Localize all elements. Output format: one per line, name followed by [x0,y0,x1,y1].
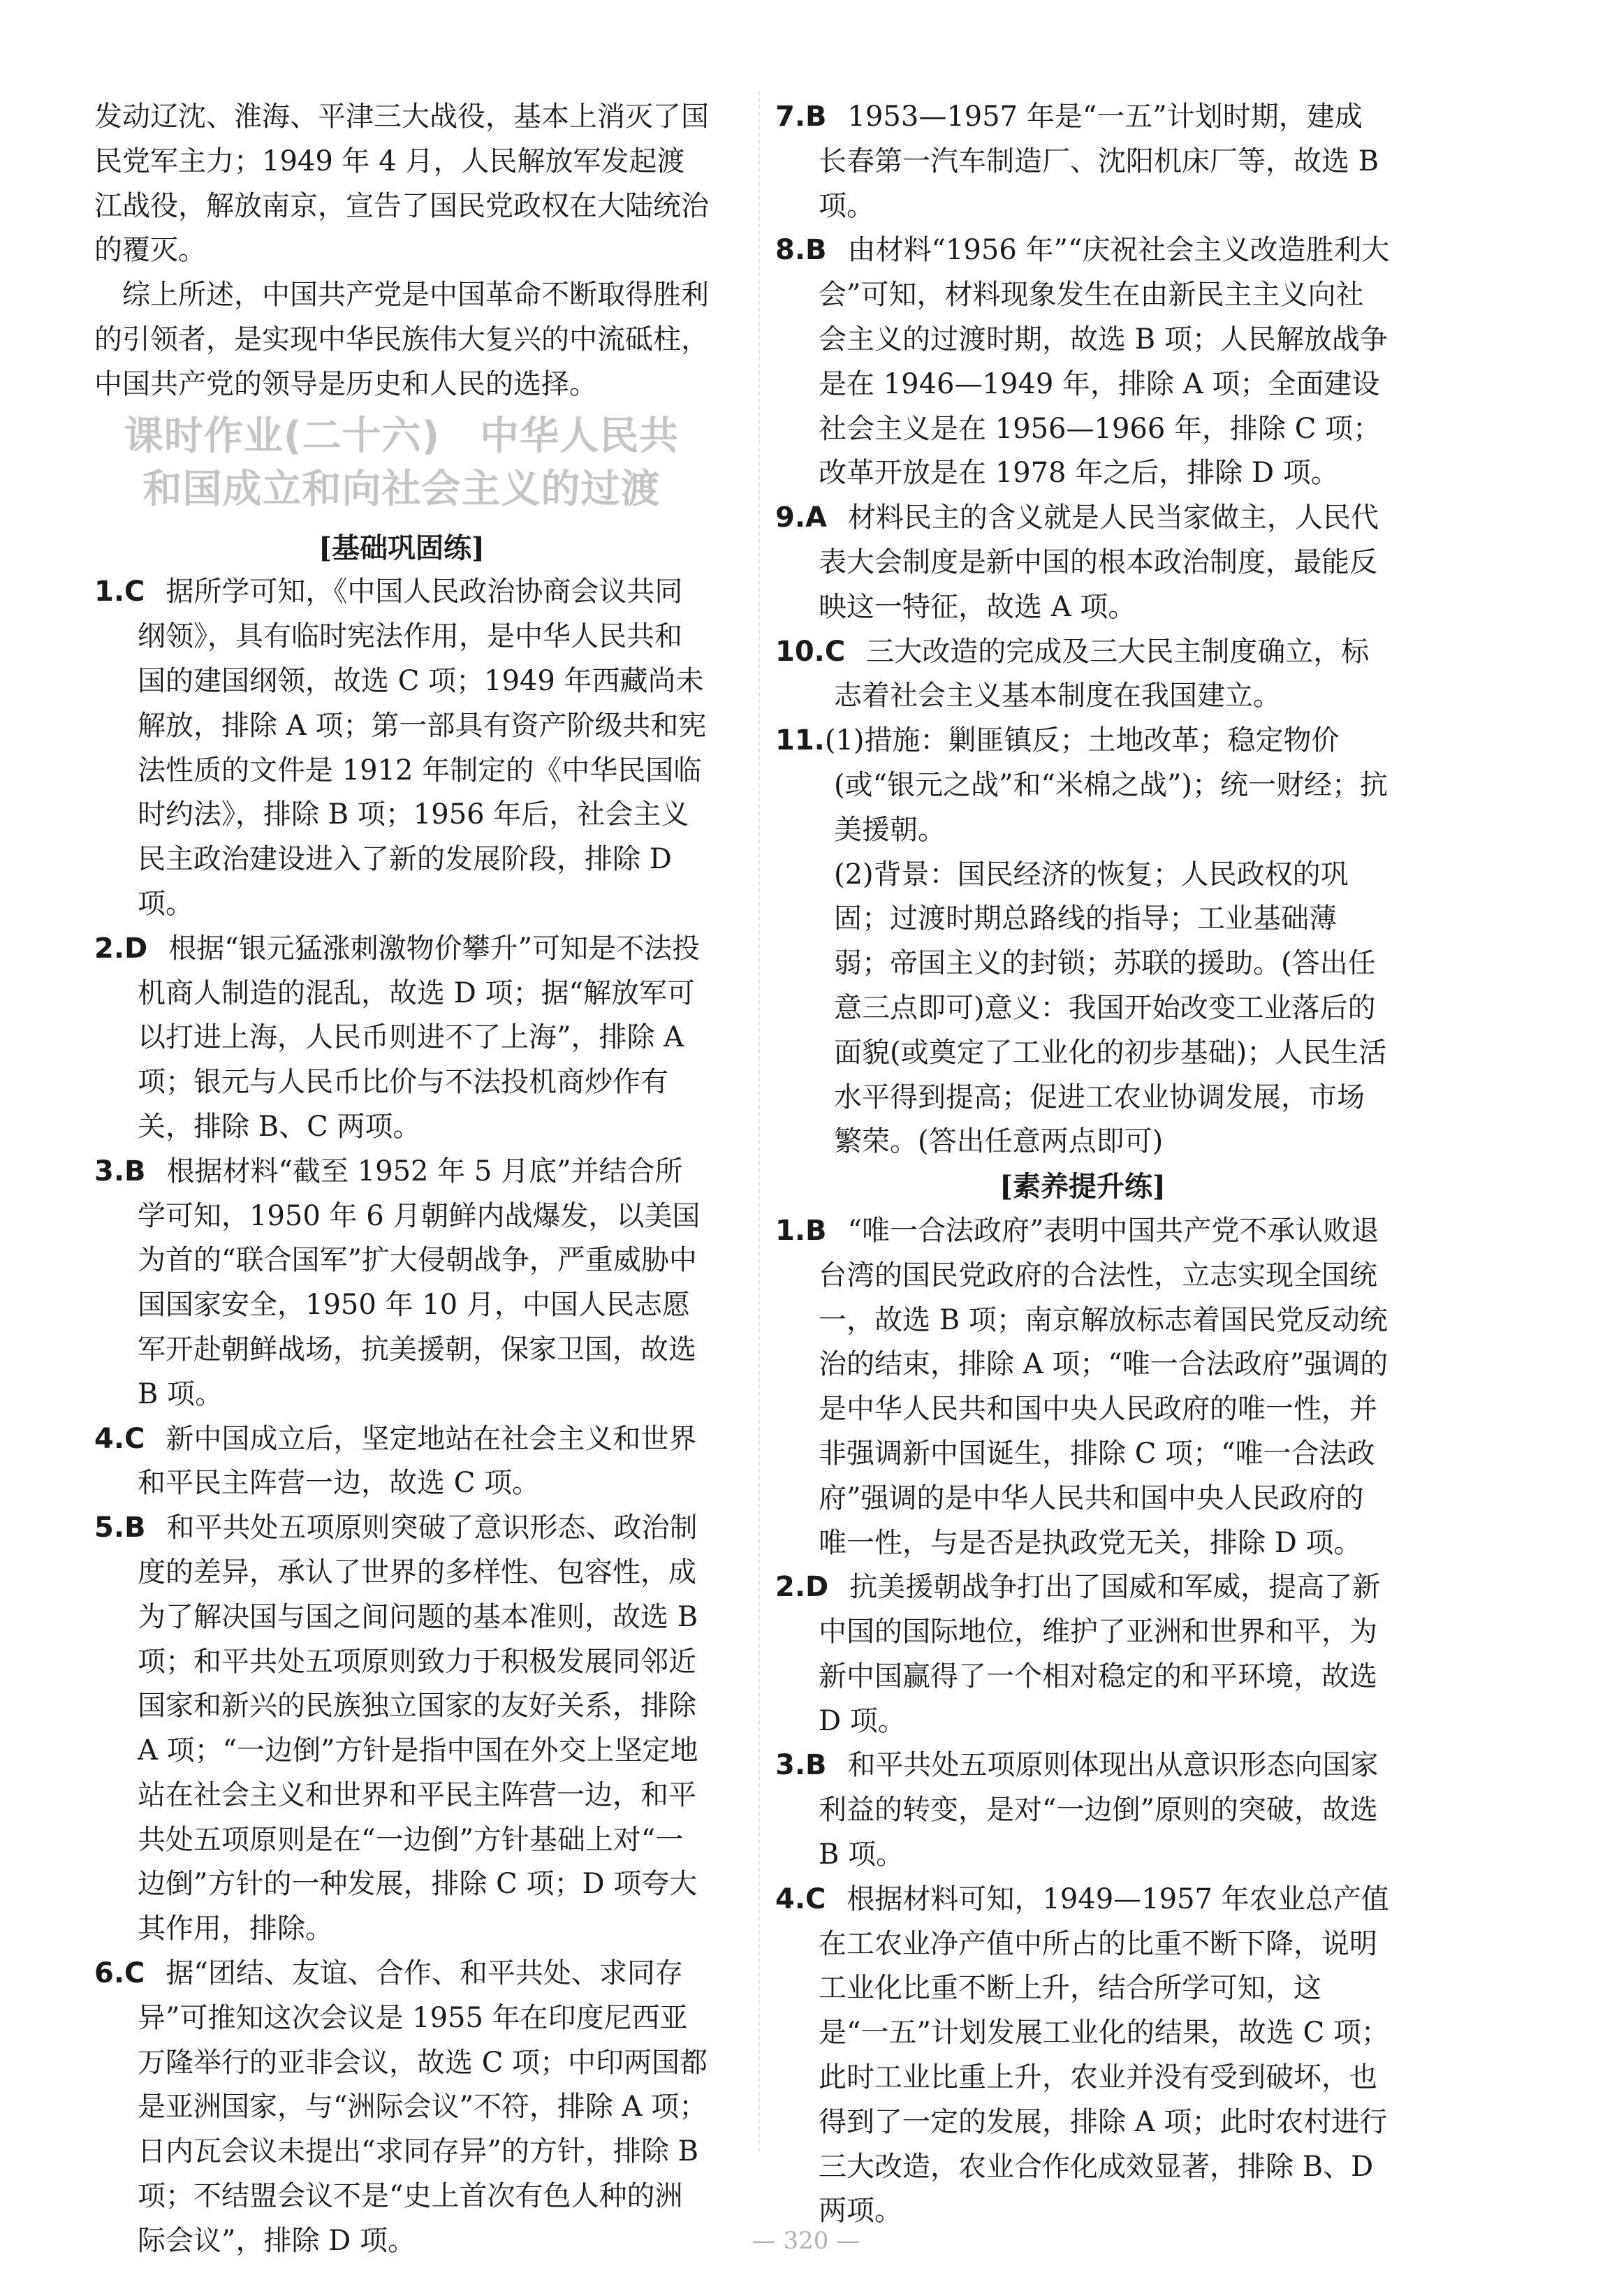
answer-item [94,1952,709,2264]
item-number: 1. [94,576,125,608]
item-number: 9. [775,502,806,534]
answer-item [775,95,1390,228]
answer-item [775,1209,1390,1565]
answer-item [775,1565,1390,1743]
item-number: 2. [775,1571,806,1604]
answer-item [94,570,709,926]
item-number: 4. [775,1882,806,1915]
right-column [775,95,1390,2234]
answer-letter: C [805,1882,826,1915]
answer-item [775,630,1390,719]
answer-letter: B [805,1749,827,1782]
explanation-text: 根据材料可知，1949—1957 年农业总产值在工农业净产值中所占的比重不断下降，说明工业化比重不断上升，结合所学可知，这是“一五”计划发展工业化的结果，故选 C 项；此时工业比重上升，农业并没有受到破坏，也得到了一定的发展，排除 A 项；此时农村进行三大改造，农业合作化成效显著，排除 B、D 两项。 [819,1882,1389,2228]
answer-letter: C [124,576,145,608]
item-number: 11. [775,724,825,757]
explanation-text: 抗美援朝战争打出了国威和军威，提高了新中国的国际地位，维护了亚洲和世界和平，为新中国赢得了一个相对稳定的和平环境，故选 D 项。 [819,1571,1381,1737]
answer-letter: A [805,502,827,534]
answer-letter: B [124,1155,146,1187]
answer-item [94,927,709,1150]
column-divider [759,91,760,2151]
item11-part2: (2)背景：国民经济的恢复；人民政权的巩固；过渡时期总路线的指导；工业基础薄弱；帝国主义的封锁；苏联的援助。(答出任意三点即可)意义：我国开始改变工业落后的面貌(或奠定了工业化的初步基础)；人民生活水平得到提高；促进工农业协调发展，市场繁荣。(答出任意两点即可) [834,858,1387,1158]
answer-letter: D [805,1571,829,1604]
explanation-text: 据所学可知，《中国人民政治协商会议共同纲领》，具有临时宪法作用，是中华人民共和国的建国纲领，故选 C 项；1949 年西藏尚未解放，排除 A 项；第一部具有资产阶级共和宪法性质的文件是 1912 年制定的《中华民国临时约法》，排除 B 项；1956 年后，社会主义民主政治建设进入了新的发展阶段，排除 D 项。 [138,576,707,920]
explanation-text: 由材料“1956 年”“庆祝社会主义改造胜利大会”可知，材料现象发生在由新民主主义向社会主义的过渡时期，故选 B 项；人民解放战争是在 1946—1949 年，排除 A 项；全面建设社会主义是在 1956—1966 年，排除 C 项；改革开放是在 1978 年之后，排除 D 项。 [819,234,1390,490]
answer-letter: C [124,1422,145,1455]
answer-letter: B [124,1512,146,1544]
explanation-text: 根据材料“截至 1952 年 5 月底”并结合所学可知，1950 年 6 月朝鲜内战爆发，以美国为首的“联合国军”扩大侵朝战争，严重威胁中国国家安全，1950 年 10 月，中国人民志愿军开赴朝鲜战场，抗美援朝，保家卫国，故选 B 项。 [138,1155,701,1410]
explanation-text: 1953—1957 年是“一五”计划时期，建成长春第一汽车制造厂、沈阳机床厂等，故选 B 项。 [819,101,1379,222]
item-number: 4. [94,1422,125,1455]
explanation-text: 新中国成立后，坚定地站在社会主义和世界和平民主阵营一边，故选 C 项。 [138,1422,697,1500]
answer-letter: B [805,1214,827,1247]
item-number: 8. [775,234,806,267]
explanation-text: “唯一合法政府”表明中国共产党不承认败退台湾的国民党政府的合法性，立志实现全国统一，故选 B 项；南京解放标志着国民党反动统治的结束，排除 A 项；“唯一合法政府”强调的是中华人民共和国中央人民政府的唯一性，并非强调新中国诞生，排除 C 项；“唯一合法政府”强调的是中华人民共和国中央人民政府的唯一性，与是否是执政党无关，排除 D 项。 [819,1214,1388,1559]
item-number: 5. [94,1512,125,1544]
answer-letter: C [824,635,846,668]
answer-letter: B [805,101,827,133]
answer-letter: D [124,932,148,965]
section-title-line: 课时作业(二十六) 中华人民共 [124,413,680,459]
answer-item [94,1417,709,1507]
basic-practice-heading: [基础巩固练] [318,531,485,564]
explanation-text: 根据“银元猛涨刺激物价攀升”可知是不法投机商人制造的混乱，故选 D 项；据“解放军可以打进上海，人民币则进不了上海”，排除 A 项；银元与人民币比价与不法投机商炒作有关，排除 B、C 两项。 [138,932,701,1143]
item-number: 7. [775,101,806,133]
basic-answer-list-continued [775,95,1390,719]
explanation-text: 材料民主的含义就是人民当家做主，人民代表大会制度是新中国的根本政治制度，最能反映这一特征，故选 A 项。 [819,502,1379,623]
explanation-text: 据“团结、友谊、合作、和平共处、求同存异”可推知这次会议是 1955 年在印度尼西亚万隆举行的亚非会议，故选 C 项；中印两国都是亚洲国家，与“洲际会议”不符，排除 A 项；日内瓦会议未提出“求同存异”的方针，排除 B 项；不结盟会议不是“史上首次有色人种的洲际会议”，排除 D 项。 [138,1957,708,2257]
advanced-answer-list [775,1209,1390,2234]
answer-item [775,1743,1390,1877]
answer-item [94,1150,709,1417]
answer-letter: B [805,234,827,267]
basic-answer-list [94,570,709,2263]
section-title-line: 和国成立和向社会主义的过渡 [142,466,661,512]
item11-part1: (1)措施：剿匪镇反；土地改革；稳定物价(或“银元之战”和“米棉之战”)；统一财经；抗美援朝。 [824,724,1388,846]
answer-item [94,1506,709,1952]
intro-paragraph: 发动辽沈、淮海、平津三大战役，基本上消灭了国民党军主力；1949 年 4 月，人民解放军发起渡江战役，解放南京，宣告了国民党政权在大陆统治的覆灭。 [94,101,709,267]
page-number: — 320 — [752,2227,860,2255]
answer-item [775,228,1390,496]
item-number: 3. [94,1155,125,1187]
explanation-text: 三大改造的完成及三大民主制度确立，标志着社会主义基本制度在我国建立。 [834,635,1370,712]
item-number: 10. [775,635,825,668]
summary-paragraph: 综上所述，中国共产党是中国革命不断取得胜利的引领者，是实现中华民族伟大复兴的中流砥柱，中国共产党的领导是历史和人民的选择。 [94,279,709,400]
advanced-practice-heading: [素养提升练] [999,1170,1166,1204]
item-number: 6. [94,1957,125,1990]
item-number: 1. [775,1214,806,1247]
section-title [94,410,709,516]
item-number: 2. [94,932,125,965]
explanation-text: 和平共处五项原则体现出从意识形态向国家利益的转变，是对“一边倒”原则的突破，故选 B 项。 [819,1749,1379,1871]
left-column [94,95,709,2264]
answer-item-11 [775,719,1390,852]
item-number: 3. [775,1749,806,1782]
answer-item [775,1878,1390,2234]
answer-letter: C [124,1957,145,1990]
explanation-text: 和平共处五项原则突破了意识形态、政治制度的差异，承认了世界的多样性、包容性，成为了解决国与国之间问题的基本准则，故选 B 项；和平共处五项原则致力于积极发展同邻近国家和新兴的民族独立国家的友好关系，排除 A 项；“一边倒”方针是指中国在外交上坚定地站在社会主义和世界和平民主阵营一边，和平共处五项原则是在“一边倒”方针基础上对“一边倒”方针的一种发展，排除 C 项；D 项夸大其作用，排除。 [138,1512,698,1945]
answer-item [775,496,1390,629]
